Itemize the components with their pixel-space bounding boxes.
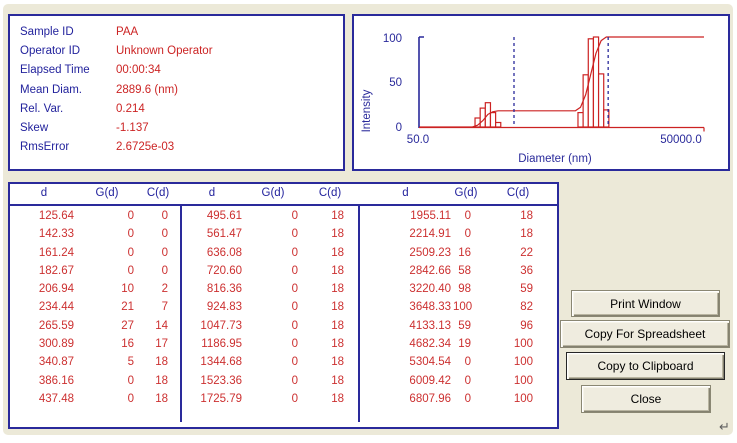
table-row-group xyxy=(358,280,557,298)
table-cell-g: 0 xyxy=(291,392,298,405)
table-cell-g: 0 xyxy=(127,392,134,405)
table-row xyxy=(10,262,557,280)
table-cell-d: 1725.79 xyxy=(200,392,242,405)
table-cell-g: 0 xyxy=(291,356,298,369)
summary-label: Mean Diam. xyxy=(20,83,82,96)
histogram-bar xyxy=(496,123,501,128)
table-row-group xyxy=(10,262,180,280)
histogram-bar xyxy=(604,110,609,127)
table-cell-g: 16 xyxy=(458,246,471,259)
table-row-group xyxy=(358,298,557,316)
table-row-group xyxy=(180,244,358,262)
copy-for-spreadsheet-button[interactable]: Copy For Spreadsheet xyxy=(560,320,730,348)
table-cell-d: 182.67 xyxy=(38,264,74,277)
table-cell-d: 142.33 xyxy=(38,228,74,241)
table-cell-c: 18 xyxy=(331,356,344,369)
summary-label: Rel. Var. xyxy=(20,102,64,115)
table-cell-c: 18 xyxy=(155,356,168,369)
copy-to-clipboard-button[interactable]: Copy to Clipboard xyxy=(566,352,725,380)
table-row xyxy=(10,298,557,316)
table-cell-g: 0 xyxy=(291,283,298,296)
table-row xyxy=(10,390,557,408)
table-cell-g: 10 xyxy=(121,283,134,296)
column-header: G(d) xyxy=(261,187,285,199)
table-cell-c: 18 xyxy=(520,210,533,222)
table-row-group xyxy=(358,353,557,371)
table-cell-d: 720.60 xyxy=(206,264,242,277)
table-cell-g: 0 xyxy=(291,319,298,332)
table-cell-g: 0 xyxy=(291,210,298,222)
table-group-header xyxy=(10,187,180,199)
summary-row xyxy=(20,138,343,157)
table-row-group xyxy=(358,225,557,243)
table-row xyxy=(10,317,557,335)
intensity-distribution-chart xyxy=(354,16,724,165)
table-row-group xyxy=(180,298,358,316)
table-cell-c: 0 xyxy=(161,246,168,259)
table-row-group xyxy=(358,390,557,408)
table-row-group xyxy=(180,262,358,280)
table-row-group xyxy=(180,317,358,335)
table-row-group xyxy=(358,372,557,390)
column-header: C(d) xyxy=(146,187,170,199)
table-cell-d: 3648.33 xyxy=(409,301,451,314)
table-cell-d: 5304.54 xyxy=(409,356,451,369)
table-cell-c: 17 xyxy=(155,338,168,351)
table-cell-d: 386.16 xyxy=(38,374,74,387)
table-cell-g: 58 xyxy=(458,264,471,277)
summary-row xyxy=(20,23,343,42)
table-cell-c: 18 xyxy=(331,374,344,387)
summary-row xyxy=(20,61,343,80)
column-header: d xyxy=(208,187,216,199)
summary-label: Elapsed Time xyxy=(20,64,90,77)
table-cell-c: 100 xyxy=(513,374,533,387)
table-row-group xyxy=(358,317,557,335)
table-row-group xyxy=(10,298,180,316)
table-cell-g: 0 xyxy=(291,264,298,277)
histogram-bar xyxy=(583,75,588,127)
table-cell-c: 0 xyxy=(161,264,168,277)
summary-label: Skew xyxy=(20,121,49,134)
table-row-group xyxy=(10,225,180,243)
table-row xyxy=(10,280,557,298)
table-row xyxy=(10,372,557,390)
table-row-group xyxy=(10,280,180,298)
table-row-group xyxy=(180,225,358,243)
table-row-group xyxy=(358,335,557,353)
table-cell-g: 0 xyxy=(127,374,134,387)
table-row xyxy=(10,244,557,262)
table-cell-d: 816.36 xyxy=(206,283,242,296)
table-cell-d: 437.48 xyxy=(38,392,74,405)
column-header: G(d) xyxy=(454,187,478,199)
table-cell-c: 100 xyxy=(513,392,533,405)
table-row-group xyxy=(10,390,180,408)
summary-value: 00:00:34 xyxy=(116,64,161,77)
table-cell-c: 18 xyxy=(331,264,344,277)
print-window-button[interactable]: Print Window xyxy=(571,290,720,317)
column-header: C(d) xyxy=(506,187,530,199)
table-row-group xyxy=(180,390,358,408)
y-axis xyxy=(419,37,424,128)
table-row xyxy=(10,353,557,371)
summary-row xyxy=(20,119,343,138)
summary-row xyxy=(20,42,343,61)
table-cell-g: 0 xyxy=(291,228,298,241)
summary-value: 2.6725e-03 xyxy=(116,141,175,154)
table-row-group xyxy=(180,280,358,298)
x-tick-label-min: 50.0 xyxy=(406,134,430,146)
table-row-group xyxy=(10,335,180,353)
table-cell-g: 0 xyxy=(291,246,298,259)
table-cell-c: 82 xyxy=(520,301,533,314)
table-cell-c: 18 xyxy=(331,246,344,259)
table-cell-c: 59 xyxy=(520,283,533,296)
table-row-group xyxy=(358,262,557,280)
table-cell-d: 1523.36 xyxy=(200,374,242,387)
table-cell-c: 18 xyxy=(331,301,344,314)
table-cell-d: 4133.13 xyxy=(409,319,451,332)
table-cell-g: 0 xyxy=(127,246,134,259)
table-body xyxy=(10,207,557,408)
table-cell-d: 6807.96 xyxy=(409,392,451,405)
table-cell-c: 18 xyxy=(331,392,344,405)
table-cell-g: 0 xyxy=(464,228,471,241)
table-cell-g: 5 xyxy=(127,356,134,369)
table-cell-g: 21 xyxy=(121,301,134,314)
table-header-row xyxy=(10,187,557,199)
table-cell-c: 18 xyxy=(331,210,344,222)
summary-rows xyxy=(10,16,343,157)
table-cell-g: 27 xyxy=(121,319,134,332)
y-tick-label-100: 100 xyxy=(382,33,402,45)
table-cell-c: 96 xyxy=(520,319,533,332)
table-cell-d: 2509.23 xyxy=(409,246,451,259)
table-row-group xyxy=(180,207,358,225)
summary-panel xyxy=(8,14,345,171)
histogram-bar xyxy=(593,37,598,127)
summary-row xyxy=(20,81,343,100)
table-cell-d: 2214.91 xyxy=(409,228,451,241)
table-cell-c: 7 xyxy=(161,301,168,314)
table-row-group xyxy=(10,317,180,335)
table-row-group xyxy=(358,244,557,262)
table-row-group xyxy=(180,372,358,390)
histogram-bar xyxy=(578,113,583,127)
table-cell-g: 0 xyxy=(464,210,471,222)
x-tick-label-max: 50000.0 xyxy=(660,134,702,146)
table-cell-c: 100 xyxy=(513,356,533,369)
table-cell-g: 0 xyxy=(291,301,298,314)
table-cell-c: 18 xyxy=(331,319,344,332)
table-cell-g: 0 xyxy=(127,264,134,277)
table-cell-c: 22 xyxy=(520,246,533,259)
y-tick-label-50: 50 xyxy=(389,77,402,89)
summary-value: -1.137 xyxy=(116,121,149,134)
table-cell-d: 4682.34 xyxy=(409,338,451,351)
column-header: G(d) xyxy=(95,187,119,199)
cumulative-line xyxy=(419,37,704,127)
table-row-group xyxy=(10,207,180,225)
table-cell-g: 0 xyxy=(464,374,471,387)
table-cell-g: 0 xyxy=(291,374,298,387)
x-axis xyxy=(419,128,704,132)
close-button[interactable]: Close xyxy=(581,385,711,413)
table-cell-d: 1047.73 xyxy=(200,319,242,332)
table-cell-g: 100 xyxy=(453,301,473,314)
table-cell-d: 161.24 xyxy=(38,246,74,259)
results-table-panel xyxy=(8,182,559,429)
table-cell-d: 495.61 xyxy=(206,210,242,222)
table-cell-c: 18 xyxy=(331,338,344,351)
table-cell-d: 924.83 xyxy=(206,301,242,314)
table-row-group xyxy=(10,353,180,371)
summary-row xyxy=(20,100,343,119)
summary-label: Sample ID xyxy=(20,26,74,38)
table-cell-g: 0 xyxy=(464,356,471,369)
table-cell-d: 125.64 xyxy=(38,210,74,222)
table-cell-d: 3220.40 xyxy=(409,283,451,296)
table-cell-c: 0 xyxy=(161,210,168,222)
table-cell-g: 0 xyxy=(464,392,471,405)
table-cell-g: 0 xyxy=(127,228,134,241)
table-cell-d: 6009.42 xyxy=(409,374,451,387)
column-header: C(d) xyxy=(318,187,342,199)
table-cell-d: 206.94 xyxy=(38,283,74,296)
table-group-header xyxy=(180,187,358,199)
summary-value: 2889.6 (nm) xyxy=(116,83,179,96)
table-cell-g: 0 xyxy=(127,210,134,222)
table-cell-g: 16 xyxy=(121,338,134,351)
y-axis-title: Intensity xyxy=(361,89,373,133)
table-row-group xyxy=(10,244,180,262)
table-row xyxy=(10,225,557,243)
table-row-group xyxy=(358,207,557,225)
summary-label: RmsError xyxy=(20,141,70,154)
histogram-bar xyxy=(490,113,495,127)
table-cell-d: 561.47 xyxy=(206,228,242,241)
table-cell-d: 1186.95 xyxy=(201,338,242,351)
table-cell-c: 0 xyxy=(161,228,168,241)
summary-value: Unknown Operator xyxy=(116,45,213,58)
table-cell-c: 18 xyxy=(331,228,344,241)
table-cell-c: 100 xyxy=(513,338,533,351)
table-cell-c: 36 xyxy=(520,264,533,277)
table-cell-d: 234.44 xyxy=(38,301,74,314)
table-cell-c: 2 xyxy=(161,283,168,296)
table-cell-d: 265.59 xyxy=(38,319,74,332)
y-tick-label-0: 0 xyxy=(395,122,402,134)
table-cell-g: 19 xyxy=(458,338,471,351)
table-cell-c: 18 xyxy=(155,392,168,405)
table-row-group xyxy=(180,353,358,371)
table-cell-d: 340.87 xyxy=(38,356,74,369)
table-cell-d: 300.89 xyxy=(38,338,74,351)
table-cell-d: 1955.11 xyxy=(410,210,451,222)
table-row xyxy=(10,207,557,225)
table-cell-g: 0 xyxy=(291,338,298,351)
table-cell-d: 2842.66 xyxy=(409,264,451,277)
summary-label: Operator ID xyxy=(20,45,81,58)
table-cell-c: 18 xyxy=(331,283,344,296)
table-group-header xyxy=(358,187,557,199)
table-cell-g: 98 xyxy=(458,283,471,296)
table-cell-c: 18 xyxy=(155,374,168,387)
summary-value: PAA xyxy=(116,26,139,38)
table-header-rule xyxy=(10,204,557,206)
distribution-chart-panel xyxy=(352,14,730,171)
column-header: d xyxy=(40,187,48,199)
table-row-group xyxy=(180,335,358,353)
x-axis-title: Diameter (nm) xyxy=(518,153,592,165)
table-row-group xyxy=(10,372,180,390)
table-cell-d: 636.08 xyxy=(206,246,242,259)
table-cell-c: 18 xyxy=(520,228,533,241)
table-cell-c: 14 xyxy=(155,319,168,332)
table-row xyxy=(10,335,557,353)
table-cell-d: 1344.68 xyxy=(200,356,242,369)
summary-value: 0.214 xyxy=(116,102,145,115)
table-cell-g: 59 xyxy=(458,319,471,332)
column-header: d xyxy=(402,187,409,199)
return-mark-glyph: ↵ xyxy=(719,419,730,434)
histogram-bar xyxy=(599,74,604,127)
